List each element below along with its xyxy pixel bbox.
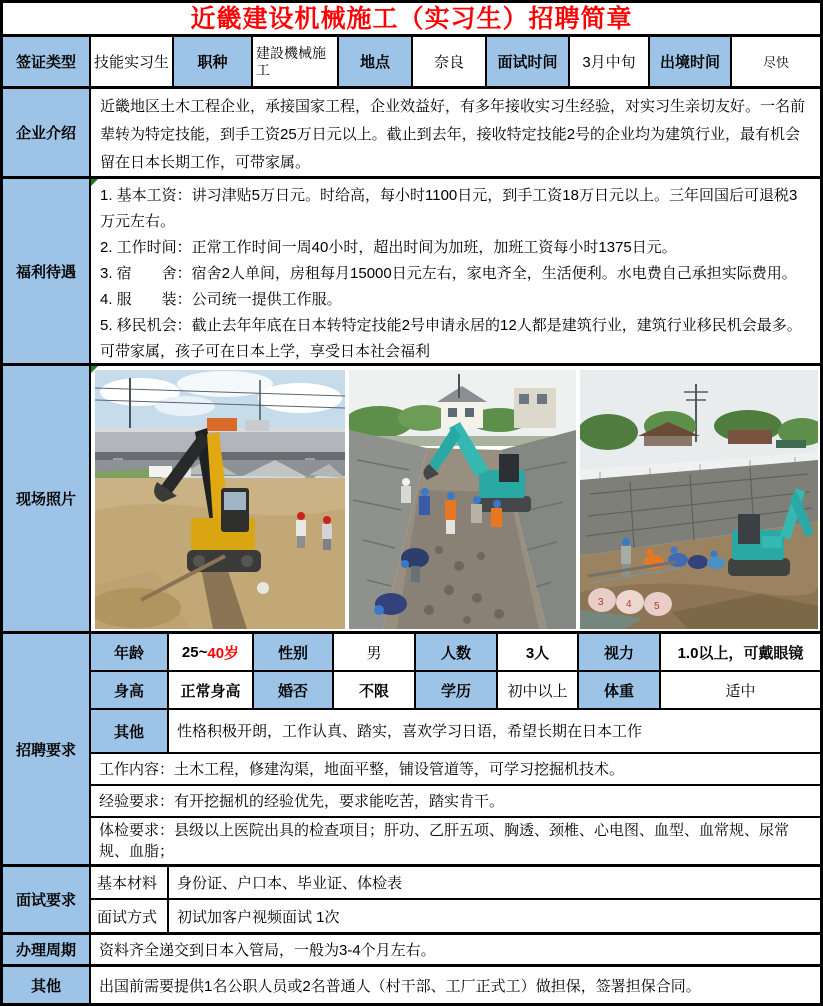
visa-type-label: 签证类型 bbox=[3, 37, 91, 86]
vision-label: 视力 bbox=[579, 634, 661, 670]
processing-row bbox=[3, 935, 820, 967]
interview-time-label: 面试时间 bbox=[487, 37, 570, 86]
site-photo-1 bbox=[95, 370, 345, 629]
job-type-value: 建設機械施工 bbox=[253, 37, 339, 86]
benefit-item: 3. 宿 舍：宿舍2人单间，房租每月15000日元左右，家电齐全，生活便利。水电费自己承担实际费用。 bbox=[100, 265, 797, 282]
medical-row bbox=[91, 818, 820, 864]
requirements-grid-row-2 bbox=[91, 672, 820, 710]
gender-label: 性别 bbox=[254, 634, 334, 670]
processing-label: 办理周期 bbox=[3, 935, 91, 964]
other-text: 出国前需要提供1名公职人员或2名普通人（村干部、工厂正式工）做担保，签署担保合同。 bbox=[99, 977, 701, 995]
location-value: 奈良 bbox=[413, 37, 487, 86]
benefit-item: 4. 服 装：公司统一提供工作服。 bbox=[100, 291, 342, 308]
svg-text:4: 4 bbox=[626, 599, 632, 610]
count-label: 人数 bbox=[416, 634, 498, 670]
departure-time-value: 尽快 bbox=[732, 37, 820, 86]
age-value-black: 25~ bbox=[181, 643, 208, 661]
count-value: 3人 bbox=[498, 634, 579, 670]
marriage-label: 婚否 bbox=[254, 672, 334, 708]
work-content-row bbox=[91, 754, 820, 786]
education-value: 初中以上 bbox=[498, 672, 579, 708]
requirements-grid bbox=[91, 634, 820, 864]
other-row bbox=[3, 967, 820, 1003]
weight-value: 适中 bbox=[661, 672, 820, 708]
method-label: 面试方式 bbox=[91, 900, 169, 932]
requirements-other-row bbox=[91, 710, 820, 754]
benefits-label: 福利待遇 bbox=[3, 179, 91, 363]
page-title: 近畿建设机械施工（实习生）招聘简章 bbox=[190, 4, 633, 33]
site-photo-3 bbox=[580, 370, 818, 629]
method-row bbox=[91, 900, 820, 932]
weight-label: 体重 bbox=[579, 672, 661, 708]
visa-info-row bbox=[3, 37, 820, 89]
benefit-item: 2. 工作时间：正常工作时间一周40小时，超出时间为加班，加班工资每小时1375日元。 bbox=[100, 239, 677, 256]
company-intro-row bbox=[3, 89, 820, 179]
benefit-item: 5. 移民机会：截止去年年底在日本转特定技能2号申请永居的12人都是建筑行业，建筑行业移民机会最多。可带家属，孩子可在日本上学，享受日本社会福利 bbox=[100, 317, 802, 360]
requirements-grid-row-1 bbox=[91, 634, 820, 672]
excel-flag-icon bbox=[91, 179, 98, 186]
requirements-row bbox=[3, 634, 820, 867]
age-value bbox=[169, 634, 254, 670]
requirements-label: 招聘要求 bbox=[3, 634, 91, 864]
photos-row bbox=[3, 366, 820, 634]
materials-value: 身份证、户口本、毕业证、体检表 bbox=[177, 875, 403, 892]
materials-label: 基本材料 bbox=[91, 867, 169, 898]
interview-label: 面试要求 bbox=[3, 867, 91, 932]
benefits-row bbox=[3, 179, 820, 366]
height-label: 身高 bbox=[91, 672, 169, 708]
materials-row bbox=[91, 867, 820, 900]
svg-text:5: 5 bbox=[654, 601, 660, 612]
req-other-label: 其他 bbox=[91, 710, 169, 752]
benefits-text bbox=[91, 179, 820, 363]
location-label: 地点 bbox=[339, 37, 413, 86]
title-row bbox=[3, 3, 820, 37]
age-value-red: 40岁 bbox=[207, 644, 240, 662]
experience-text: 经验要求：有开挖掘机的经验优先，要求能吃苦，踏实肯干。 bbox=[99, 792, 505, 810]
interview-grid bbox=[91, 867, 820, 932]
experience-row bbox=[91, 786, 820, 818]
embankment-photo bbox=[580, 370, 818, 629]
gender-value: 男 bbox=[334, 634, 416, 670]
company-intro-label: 企业介绍 bbox=[3, 89, 91, 176]
education-label: 学历 bbox=[416, 672, 498, 708]
interview-row bbox=[3, 867, 820, 935]
photos-area bbox=[91, 366, 820, 631]
other-label: 其他 bbox=[3, 967, 91, 1003]
svg-text:3: 3 bbox=[598, 597, 604, 608]
vision-value: 1.0以上，可戴眼镜 bbox=[661, 634, 820, 670]
excavator-site-photo bbox=[95, 370, 345, 629]
visa-type-value: 技能实习生 bbox=[91, 37, 174, 86]
processing-text: 资料齐全递交到日本入管局，一般为3-4个月左右。 bbox=[99, 942, 436, 959]
photos-label: 现场照片 bbox=[3, 366, 91, 631]
req-other-value: 性格积极开朗，工作认真、踏实，喜欢学习日语，希望长期在日本工作 bbox=[177, 722, 643, 740]
sandbags bbox=[588, 588, 672, 616]
height-value: 正常身高 bbox=[169, 672, 254, 708]
interview-time-value: 3月中旬 bbox=[570, 37, 650, 86]
channel-workers-photo bbox=[349, 370, 576, 629]
departure-time-label: 出境时间 bbox=[650, 37, 732, 86]
method-value: 初试加客户视频面试 1次 bbox=[177, 908, 340, 926]
company-intro-text: 近畿地区土木工程企业，承接国家工程，企业效益好，有多年接收实习生经验，对实习生亲切友好。一名前辈转为特定技能，到手工资25万日元以上。截止到去年，接收特定技能2号的企业均为建筑行业，最有机会留在日本长期工作，可带家属。 bbox=[100, 98, 806, 171]
site-photo-2 bbox=[349, 370, 576, 629]
medical-text: 体检要求：县级以上医院出具的检查项目；肝功、乙肝五项、胸透、颈椎、心电图、血型、血常规、尿常规、血脂； bbox=[99, 822, 790, 860]
excel-flag-icon bbox=[91, 366, 98, 373]
benefit-item: 1. 基本工资：讲习津贴5万日元。时给高，每小时1100日元，到手工资18万日元以上。三年回国后可退税3万元左右。 bbox=[100, 187, 798, 230]
work-content-text: 工作内容：土木工程，修建沟渠，地面平整，铺设管道等，可学习挖掘机技术。 bbox=[99, 760, 625, 778]
age-label: 年龄 bbox=[91, 634, 169, 670]
job-type-label: 职种 bbox=[174, 37, 253, 86]
marriage-value: 不限 bbox=[334, 672, 416, 708]
